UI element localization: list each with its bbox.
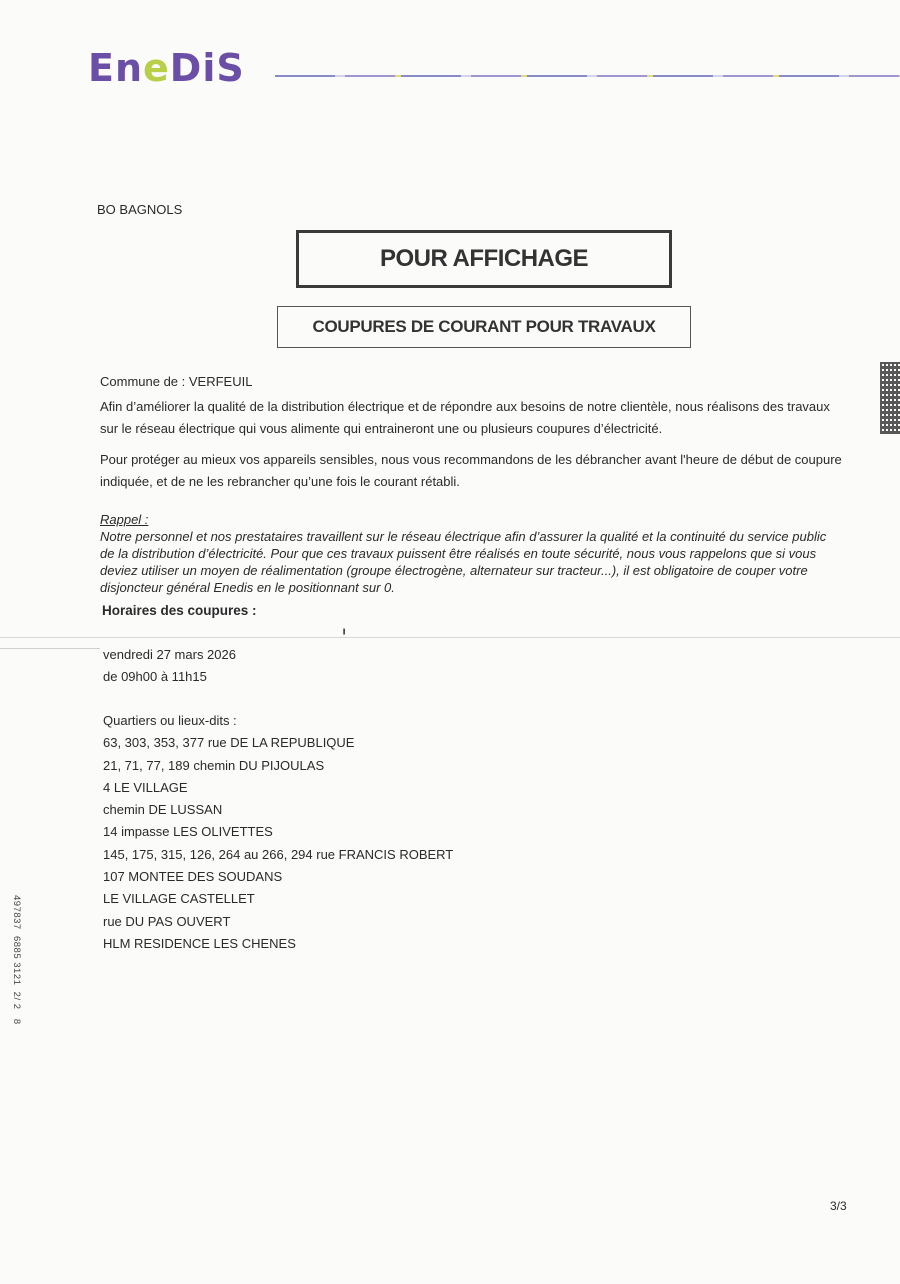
fold-line: [0, 637, 900, 638]
rappel-line: de la distribution d’électricité. Pour que ces travaux puissent être réalisés en toute sécurité, nous vous rappelons que si vous: [100, 546, 817, 561]
fold-line: [0, 648, 100, 649]
rappel-line: Notre personnel et nos prestataires travaillent sur le réseau électrique afin d’assurer la qualité et la continuité du service public: [100, 529, 827, 544]
scan-mark: ╻: [341, 624, 348, 635]
list-item: 21, 71, 77, 189 chemin DU PIJOULAS: [103, 757, 325, 773]
advice-line: indiquée, et de ne les rebrancher qu’une fois le courant rétabli.: [100, 474, 460, 489]
advice-paragraph: [100, 449, 845, 493]
rappel-line: deviez utiliser un moyen de réalimentation (groupe électrogène, alternateur sur tracteur...), il est obligatoire de couper votre: [100, 563, 808, 578]
commune: Commune de : VERFEUIL: [100, 374, 253, 389]
side-code: 497837 6885 3121 2/ 2 8: [11, 895, 22, 1025]
qr-code-icon: [880, 362, 900, 434]
intro-paragraph: [100, 396, 845, 440]
list-item: 63, 303, 353, 377 rue DE LA REPUBLIQUE: [103, 735, 355, 751]
sender: BO BAGNOLS: [97, 202, 183, 217]
box-title: POUR AFFICHAGE: [296, 230, 672, 288]
list-item: 145, 175, 315, 126, 264 au 266, 294 rue FRANCIS ROBERT: [103, 846, 454, 862]
header-rule: [275, 75, 900, 77]
rappel-label: Rappel :: [100, 512, 149, 527]
list-item: HLM RESIDENCE LES CHENES: [103, 935, 296, 951]
box-subtitle: COUPURES DE COURANT POUR TRAVAUX: [277, 306, 691, 348]
intro-line: Afin d’améliorer la qualité de la distribution électrique et de répondre aux besoins de notre clientèle, nous réalisons des travaux: [100, 399, 830, 414]
list-item: chemin DE LUSSAN: [103, 802, 223, 818]
cut-date: vendredi 27 mars 2026: [103, 647, 236, 662]
intro-line: sur le réseau électrique qui vous alimente qui entraineront une ou plusieurs coupures d’électricité.: [100, 421, 663, 436]
rappel-block: [100, 511, 845, 596]
list-item: LE VILLAGE CASTELLET: [103, 891, 255, 907]
quartiers-title: Quartiers ou lieux-dits :: [103, 713, 237, 728]
quartiers-list: [103, 710, 453, 955]
rappel-line: disjoncteur général Enedis en le positionnant sur 0.: [100, 580, 395, 595]
list-item: rue DU PAS OUVERT: [103, 913, 231, 929]
list-item: 4 LE VILLAGE: [103, 779, 188, 795]
horaires-title: Horaires des coupures :: [102, 603, 257, 618]
enedis-logo: EneDiS: [88, 46, 245, 90]
cut-time: de 09h00 à 11h15: [103, 669, 207, 684]
list-item: 107 MONTEE DES SOUDANS: [103, 869, 283, 885]
page-number: 3/3: [830, 1199, 847, 1213]
list-item: 14 impasse LES OLIVETTES: [103, 824, 273, 840]
advice-line: Pour protéger au mieux vos appareils sensibles, nous vous recommandons de les débrancher avant l'heure de début de coupure: [100, 452, 842, 467]
